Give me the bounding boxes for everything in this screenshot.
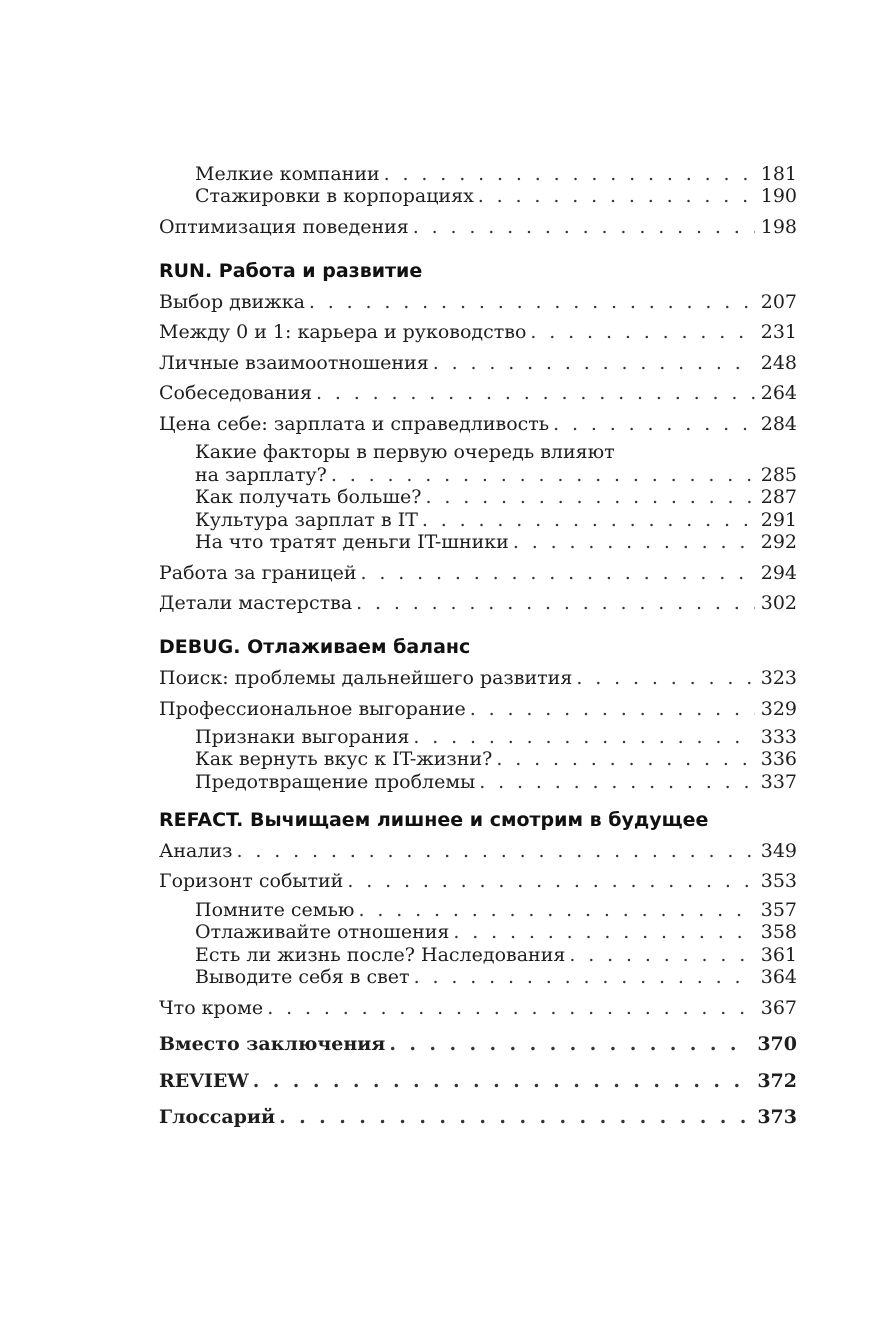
toc-entry-title: Горизонт событий (159, 870, 344, 892)
toc-entry (159, 666, 797, 690)
section-heading-debug: DEBUG. Отлаживаем баланс (159, 636, 471, 658)
toc-entry-page: 198 (760, 216, 797, 238)
dot-leader (496, 747, 754, 771)
toc-entry-title: Культура зарплат в IT (195, 509, 418, 531)
dot-leader (236, 839, 754, 863)
toc-entry-page: 373 (757, 1106, 797, 1128)
toc-entry-title: Детали мастерства (159, 592, 353, 614)
dot-leader (530, 320, 754, 344)
toc-entry-page: 264 (760, 382, 797, 404)
toc-entry-final (159, 1032, 797, 1056)
toc-entry (195, 920, 797, 944)
toc-entry-title: Профессиональное выгорание (159, 698, 466, 720)
toc-entry (159, 320, 797, 344)
toc-entry (159, 561, 797, 585)
toc-entry (195, 508, 797, 532)
toc-entry-title: на зарплату? (195, 464, 327, 486)
toc-entry (195, 965, 797, 989)
toc-entry-page: 357 (760, 899, 797, 921)
dot-leader (361, 561, 755, 585)
toc-entry-page: 349 (760, 840, 797, 862)
toc-entry-page: 358 (760, 921, 797, 943)
toc-entry-title: Выводите себя в свет (195, 966, 410, 988)
toc-entry (195, 485, 797, 509)
dot-leader (576, 666, 754, 690)
toc-entry-title: Выбор движка (159, 291, 305, 313)
toc-entry-title: Цена себе: зарплата и справедливость (159, 413, 550, 435)
toc-entry-page: 367 (760, 997, 797, 1019)
toc-entry (159, 381, 797, 405)
toc-entry-page: 336 (760, 748, 797, 770)
toc-entry (195, 184, 797, 208)
dot-leader (413, 725, 754, 749)
dot-leader (413, 215, 755, 239)
toc-entry (159, 412, 797, 436)
toc-entry-title: На что тратят деньги IT-шники (195, 531, 509, 553)
toc-entry-title: Оптимизация поведения (159, 216, 409, 238)
toc-entry-page: 372 (757, 1070, 797, 1092)
toc-entry-title: Признаки выгорания (195, 726, 410, 748)
toc-entry-page: 287 (760, 486, 797, 508)
toc-entry (195, 162, 797, 186)
dot-leader (384, 162, 755, 186)
dot-leader (331, 463, 755, 487)
toc-entry-final (159, 1105, 797, 1129)
dot-leader (414, 965, 755, 989)
toc-entry-title: Как получать больше? (195, 486, 422, 508)
toc-entry (159, 351, 797, 375)
section-heading-run: RUN. Работа и развитие (159, 260, 423, 282)
dot-leader (425, 485, 754, 509)
dot-leader (279, 1105, 751, 1129)
dot-leader (433, 351, 755, 375)
toc-entry (159, 215, 797, 239)
toc-entry-page: 284 (760, 413, 797, 435)
dot-leader (553, 412, 755, 436)
dot-leader (356, 591, 755, 615)
toc-entry (195, 463, 797, 487)
toc-entry-page: 248 (760, 352, 797, 374)
toc-entry-title: Между 0 и 1: карьера и руководство (159, 321, 527, 343)
toc-entry-title: Как вернуть вкус к IT-жизни? (195, 748, 493, 770)
toc-entry-page: 181 (760, 163, 797, 185)
toc-entry-title: Поиск: проблемы дальнейшего развития (159, 667, 573, 689)
toc-entry-title: Отлаживайте отношения (195, 921, 450, 943)
toc-entry-page: 190 (760, 185, 797, 207)
toc-entry (195, 898, 797, 922)
dot-leader (453, 920, 754, 944)
dot-leader (513, 530, 755, 554)
toc-entry (195, 943, 797, 967)
toc-entry-page: 294 (760, 562, 797, 584)
section-heading-refact: REFACT. Вычищаем лишнее и смотрим в будущее (159, 809, 709, 831)
dot-leader (316, 381, 755, 405)
toc-entry-title: Вместо заключения (159, 1033, 386, 1055)
toc-entry-title: Помните семью (195, 899, 355, 921)
dot-leader (478, 184, 755, 208)
dot-leader (358, 898, 754, 922)
toc-entry-page: 231 (760, 321, 797, 343)
toc-entry-title: REVIEW (159, 1070, 249, 1092)
toc-entry (159, 839, 797, 863)
toc-entry-page: 302 (760, 592, 797, 614)
toc-entry-title: Стажировки в корпорациях (195, 185, 474, 207)
toc-entry-page: 329 (760, 698, 797, 720)
toc-entry (195, 725, 797, 749)
toc-entry-title: Мелкие компании (195, 163, 380, 185)
toc-entry-page: 285 (760, 464, 797, 486)
toc-entry (159, 996, 797, 1020)
dot-leader (253, 1069, 752, 1093)
toc-entry-title: Анализ (159, 840, 233, 862)
toc-entry-title: Личные взаимоотношения (159, 352, 429, 374)
toc-entry-page: 292 (760, 531, 797, 553)
toc-entry-page: 337 (760, 771, 797, 793)
toc-entry (159, 697, 797, 721)
toc-entry-page: 364 (760, 966, 797, 988)
dot-leader (479, 770, 754, 794)
dot-leader (389, 1032, 751, 1056)
toc-entry (195, 770, 797, 794)
toc-entry-title-wrapped: Какие факторы в первую очередь влияют (195, 441, 615, 463)
toc-entry-page: 353 (760, 870, 797, 892)
toc-entry (159, 591, 797, 615)
toc-entry (159, 290, 797, 314)
toc-entry (159, 869, 797, 893)
toc-entry-title: Глоссарий (159, 1106, 276, 1128)
toc-entry-page: 323 (760, 667, 797, 689)
toc-entry-page: 361 (760, 944, 797, 966)
dot-leader (347, 869, 754, 893)
toc-entry-page: 370 (757, 1033, 797, 1055)
dot-leader (267, 996, 755, 1020)
dot-leader (309, 290, 755, 314)
dot-leader (470, 697, 755, 721)
toc-entry-title: Что кроме (159, 997, 264, 1019)
toc-entry (195, 530, 797, 554)
toc-entry-title: Предотвращение проблемы (195, 771, 476, 793)
toc-entry-page: 291 (760, 509, 797, 531)
toc-entry-page: 333 (760, 726, 797, 748)
toc-entry-title: Есть ли жизнь после? Наследования (195, 944, 566, 966)
toc-entry (195, 747, 797, 771)
toc-entry-page: 207 (760, 291, 797, 313)
dot-leader (569, 943, 754, 967)
toc-entry-title: Собеседования (159, 382, 313, 404)
dot-leader (422, 508, 755, 532)
toc-entry-title: Работа за границей (159, 562, 357, 584)
toc-entry-final (159, 1069, 797, 1093)
